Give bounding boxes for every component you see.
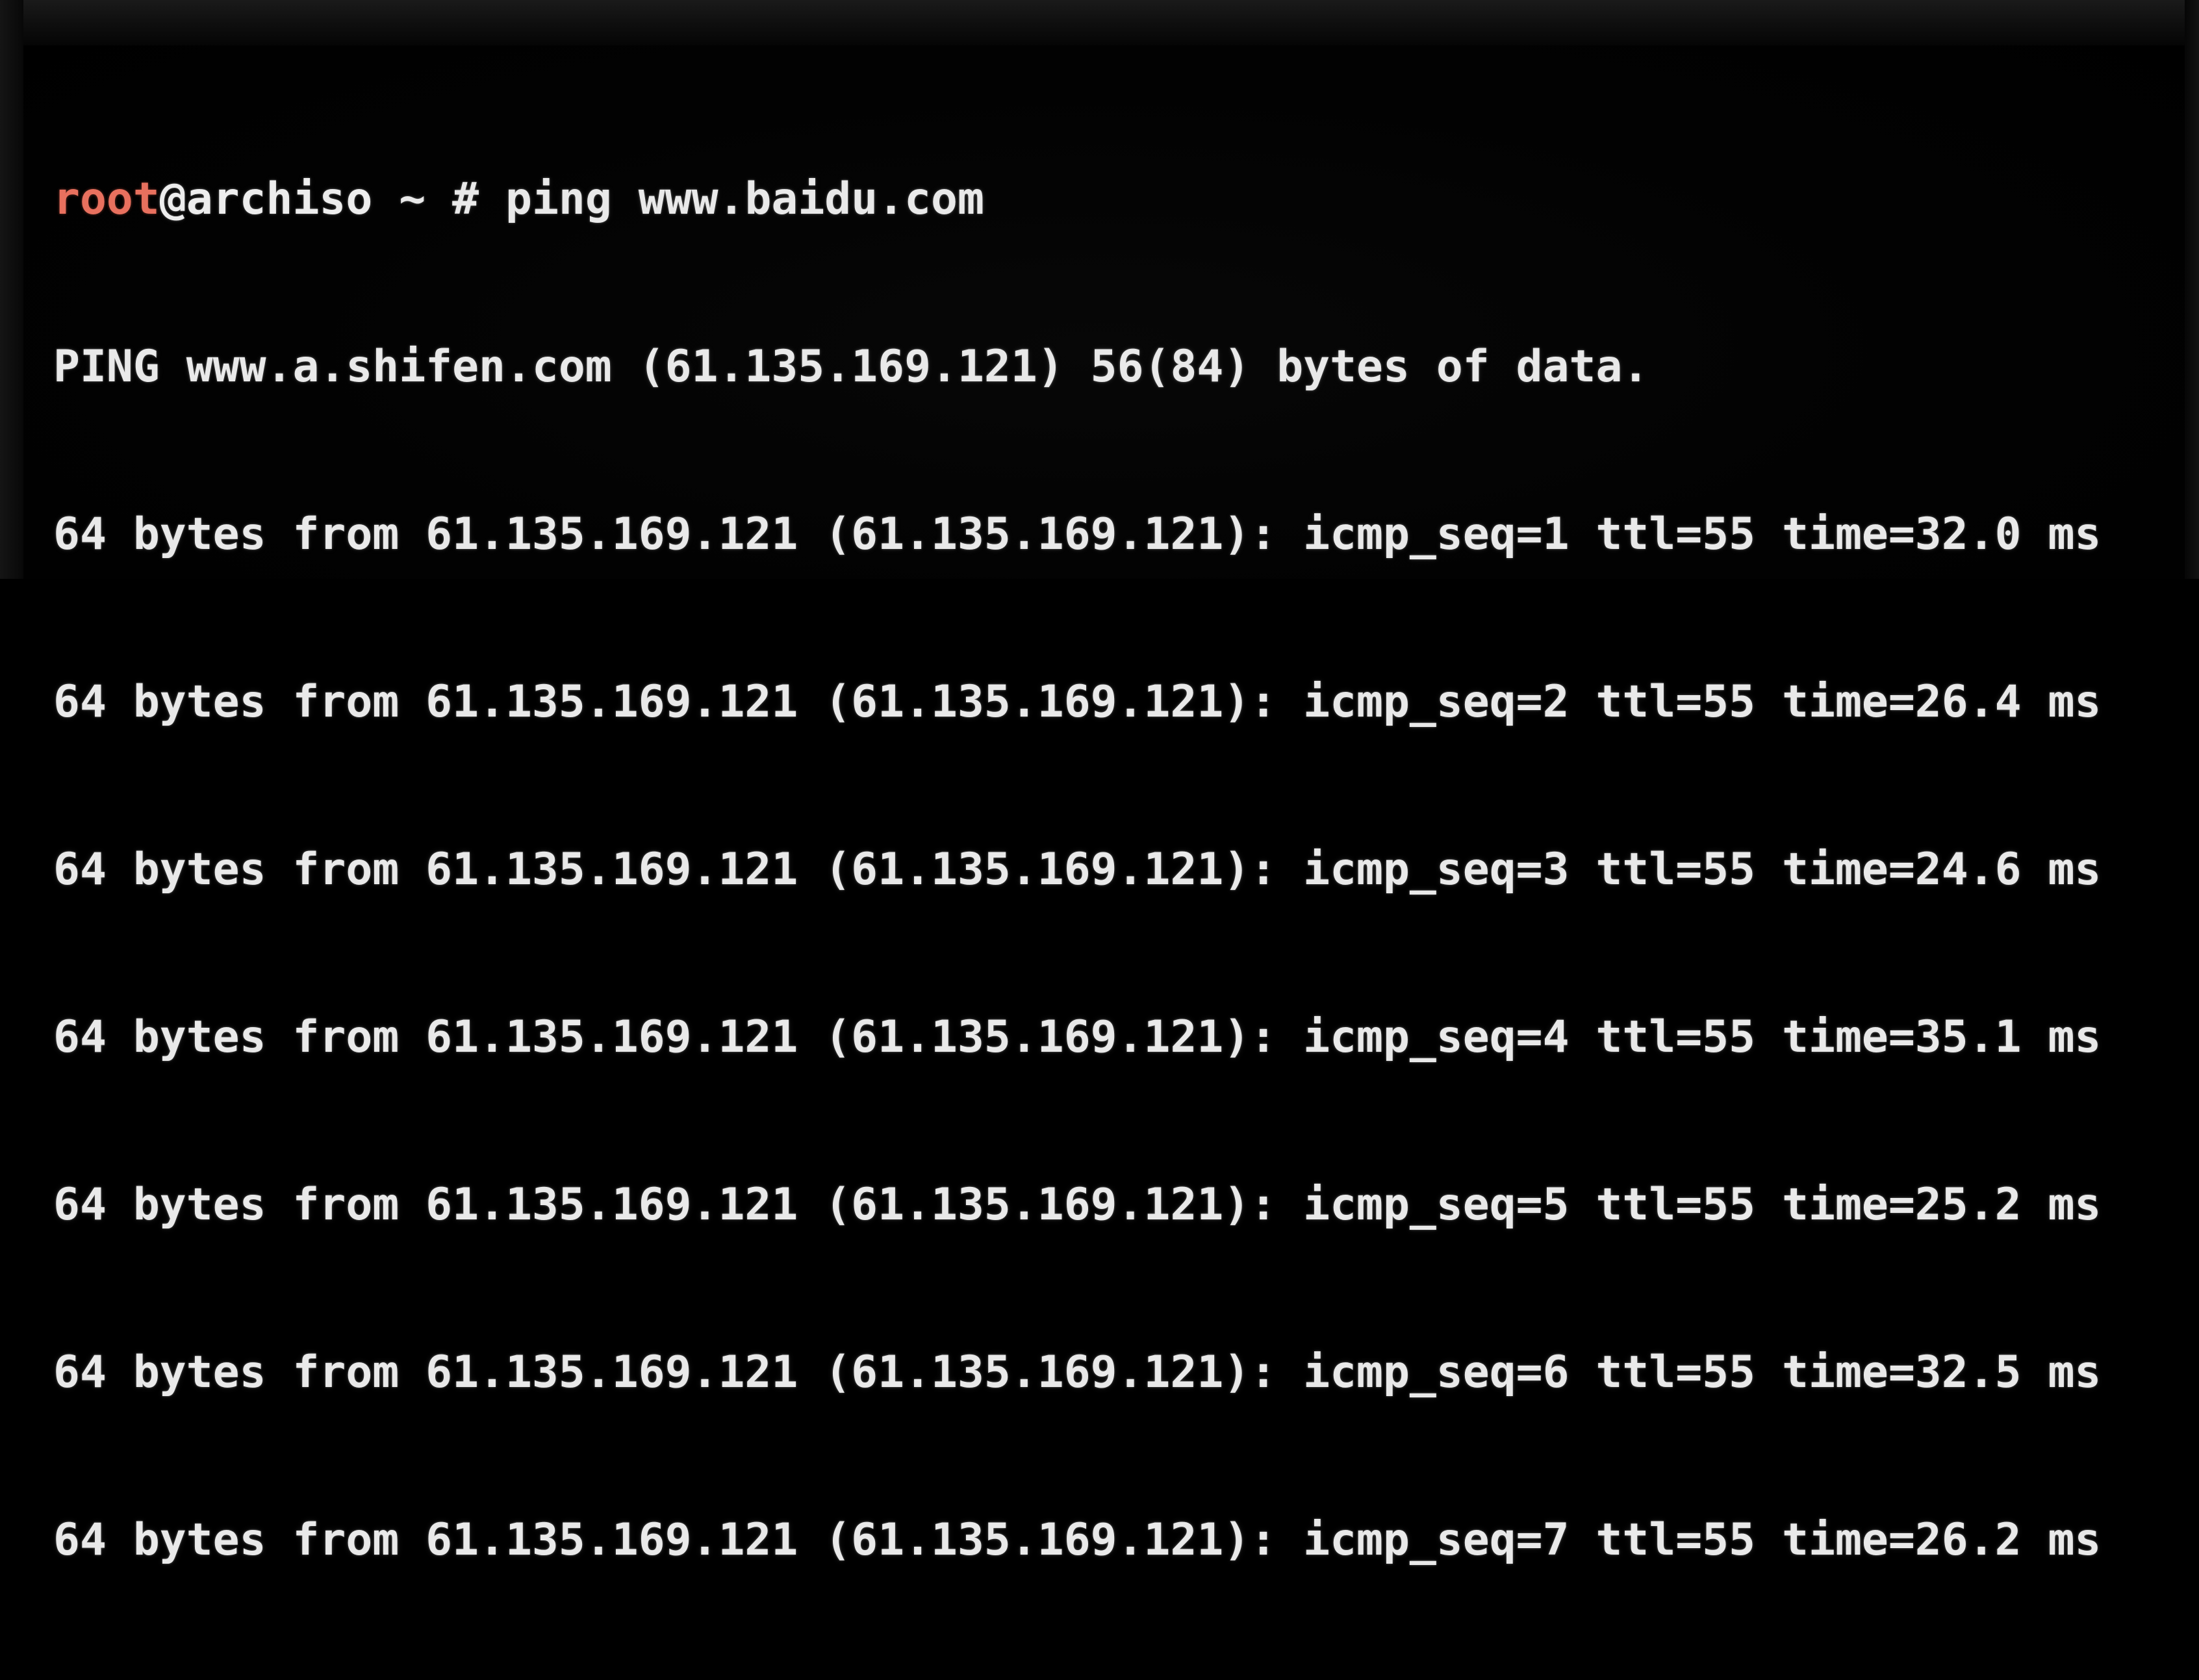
monitor-bezel-top xyxy=(0,0,2199,45)
monitor-bezel-left xyxy=(0,0,23,579)
prompt-user: root xyxy=(53,173,160,225)
terminal-output[interactable] xyxy=(53,60,2191,1680)
ping-header-line: PING www.a.shifen.com (61.135.169.121) 56(84) bytes of data. xyxy=(53,341,1649,392)
ping-reply-line: 64 bytes from 61.135.169.121 (61.135.169.121): icmp_seq=6 ttl=55 time=32.5 ms xyxy=(53,1347,2102,1398)
ping-reply-line: 64 bytes from 61.135.169.121 (61.135.169.121): icmp_seq=2 ttl=55 time=26.4 ms xyxy=(53,676,2102,728)
ping-reply-line: 64 bytes from 61.135.169.121 (61.135.169.121): icmp_seq=3 ttl=55 time=24.6 ms xyxy=(53,844,2102,895)
ping-reply-line: 64 bytes from 61.135.169.121 (61.135.169.121): icmp_seq=5 ttl=55 time=25.2 ms xyxy=(53,1179,2102,1230)
prompt-symbol: # xyxy=(452,173,479,225)
ping-reply-line: 64 bytes from 61.135.169.121 (61.135.169.121): icmp_seq=4 ttl=55 time=35.1 ms xyxy=(53,1012,2102,1063)
ping-reply-line: 64 bytes from 61.135.169.121 (61.135.169.121): icmp_seq=7 ttl=55 time=26.2 ms xyxy=(53,1514,2102,1566)
prompt-line xyxy=(53,172,2191,227)
ping-reply-line: 64 bytes from 61.135.169.121 (61.135.169.121): icmp_seq=1 ttl=55 time=32.0 ms xyxy=(53,509,2102,560)
prompt-host: @archiso xyxy=(159,173,373,225)
prompt-path: ~ xyxy=(372,173,453,225)
prompt-command: ping www.baidu.com xyxy=(479,173,984,225)
